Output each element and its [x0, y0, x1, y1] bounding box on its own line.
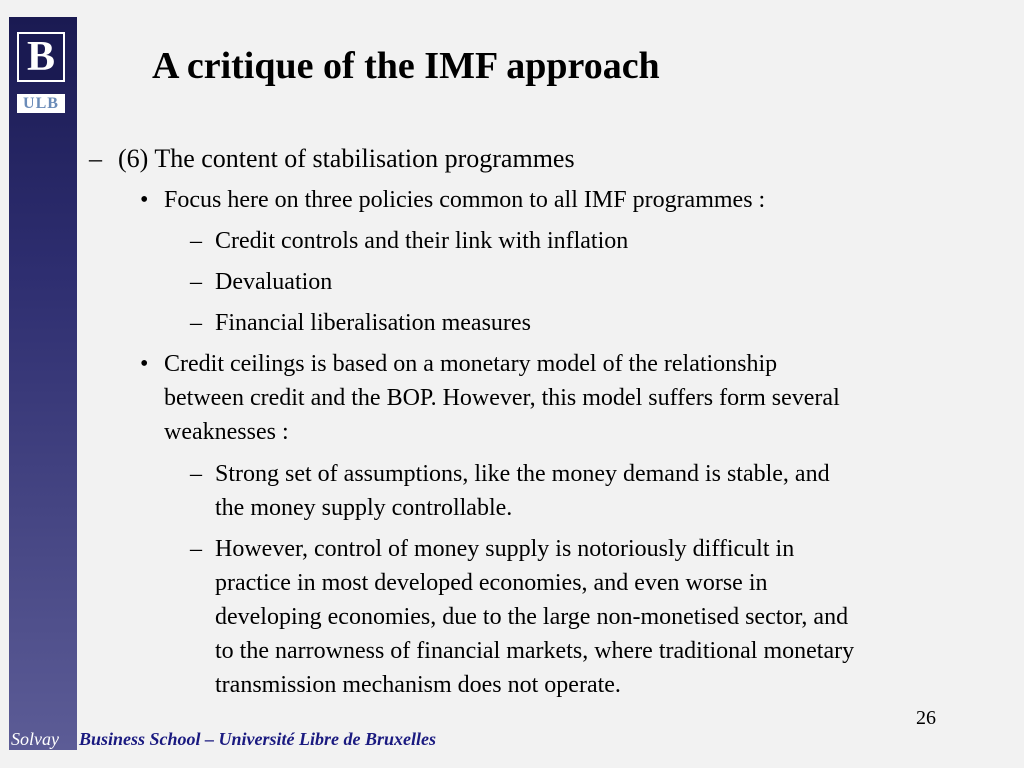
dash-marker: –	[190, 536, 202, 562]
however-line: However, control of money supply is notoriously difficult in	[215, 536, 795, 562]
footer-solvay: Solvay	[11, 729, 59, 749]
bullet-marker: •	[140, 351, 149, 377]
footer-school: Business School – Université Libre de Bruxelles	[79, 729, 437, 749]
bullet-marker: •	[140, 187, 149, 213]
heading-item: (6) The content of stabilisation programmes	[118, 144, 575, 173]
slide-title: A critique of the IMF approach	[152, 45, 660, 87]
ceilings-line: Credit ceilings is based on a monetary model of the relationship	[164, 351, 778, 377]
ceilings-line: weaknesses :	[164, 419, 289, 445]
dash-marker: –	[190, 228, 202, 254]
assumptions-line: the money supply controllable.	[215, 495, 513, 521]
however-line: transmission mechanism does not operate.	[215, 672, 621, 698]
policy-item: Credit controls and their link with inflation	[215, 228, 629, 254]
dash-marker: –	[190, 310, 202, 336]
however-line: practice in most developed economies, and even worse in	[215, 570, 768, 596]
school-logo	[17, 32, 65, 82]
dash-marker: –	[89, 144, 102, 173]
policy-item: Financial liberalisation measures	[215, 310, 531, 336]
dash-marker: –	[190, 269, 202, 295]
however-line: to the narrowness of financial markets, where traditional monetary	[215, 638, 855, 664]
assumptions-line: Strong set of assumptions, like the money demand is stable, and	[215, 461, 830, 487]
ceilings-line: between credit and the BOP. However, this model suffers form several	[164, 385, 840, 411]
logo-letter: B	[26, 34, 55, 80]
sidebar-band	[9, 17, 77, 750]
ulb-badge	[17, 94, 65, 113]
policy-item: Devaluation	[215, 269, 333, 295]
focus-item: Focus here on three policies common to all IMF programmes :	[164, 187, 766, 213]
page-number: 26	[916, 707, 936, 729]
ulb-badge-text: ULB	[23, 94, 59, 112]
however-line: developing economies, due to the large non-monetised sector, and	[215, 604, 849, 630]
dash-marker: –	[190, 461, 202, 487]
